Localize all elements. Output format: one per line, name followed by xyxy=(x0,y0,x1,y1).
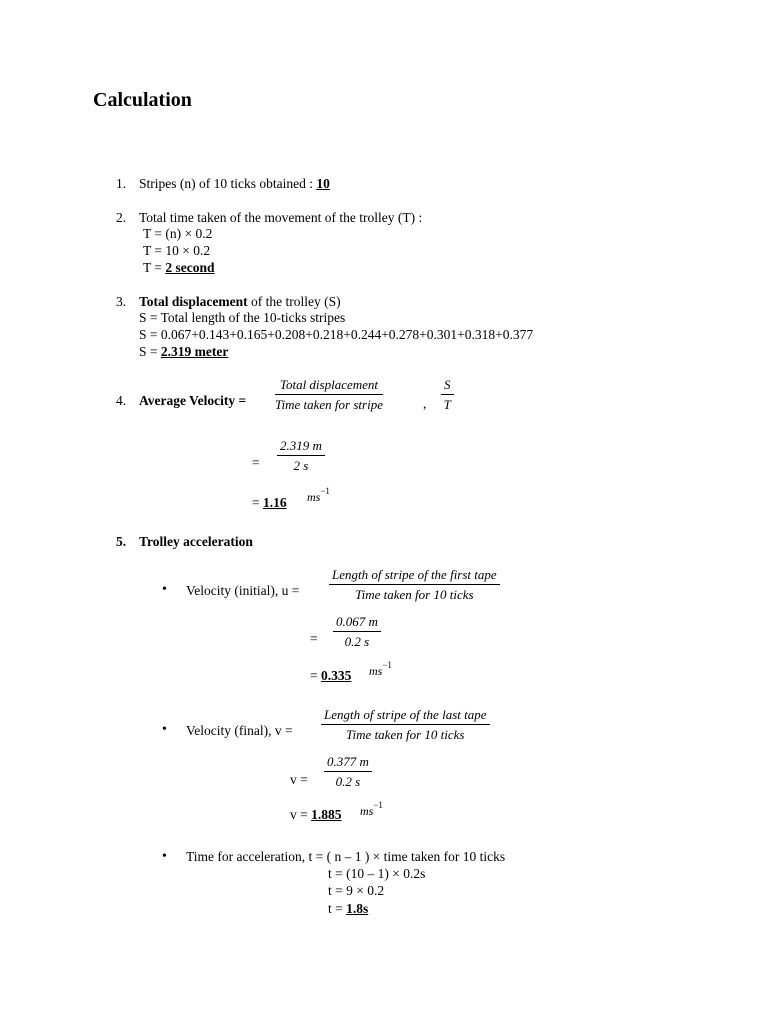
fraction-numerator: 0.067 m xyxy=(333,614,381,632)
v-equals-1: v = xyxy=(290,772,308,787)
t-line-3 xyxy=(328,901,368,917)
v-unit xyxy=(360,800,383,818)
item-3-text: of the trolley (S) xyxy=(247,294,341,309)
unit-exponent: −1 xyxy=(382,660,392,670)
item-2-number: 2. xyxy=(116,210,127,225)
item-1-value: 10 xyxy=(316,176,330,191)
unit-base: ms xyxy=(307,490,321,504)
v-fraction-1 xyxy=(321,707,490,742)
item-3-heading xyxy=(139,294,341,310)
item-4-fraction-1 xyxy=(275,377,383,412)
fraction-denominator: Time taken for 10 ticks xyxy=(355,587,474,602)
unit-exponent: −1 xyxy=(373,800,383,810)
u-equals-1: = xyxy=(310,631,318,646)
item-4-unit xyxy=(307,486,330,504)
item-2-line-3 xyxy=(143,260,215,276)
unit-exponent: −1 xyxy=(320,486,330,496)
item-1-number: 1. xyxy=(116,176,127,191)
item-4-number: 4. xyxy=(116,393,127,408)
item-4-fraction-3 xyxy=(277,438,325,473)
t-line-2: t = 9 × 0.2 xyxy=(328,883,385,898)
u-fraction-1 xyxy=(329,567,500,602)
fraction-numerator: Total displacement xyxy=(275,377,383,395)
u-fraction-2 xyxy=(333,614,381,649)
t-label: Time for acceleration, t = ( n – 1 ) × time taken for 10 ticks xyxy=(186,849,506,864)
bullet-icon: • xyxy=(162,722,167,737)
item-4-equals-2: = xyxy=(252,495,263,510)
t-result: 1.8s xyxy=(346,901,369,916)
fraction-numerator: Length of stripe of the first tape xyxy=(329,567,500,585)
item-3-line-3-prefix: S = xyxy=(139,344,161,359)
item-3-result: 2.319 meter xyxy=(160,344,229,359)
fraction-numerator: 0.377 m xyxy=(324,754,372,772)
fraction-denominator: Time taken for 10 ticks xyxy=(346,727,465,742)
u-label: Velocity (initial), u = xyxy=(186,583,300,598)
bullet-icon: • xyxy=(162,849,167,864)
fraction-denominator: Time taken for stripe xyxy=(275,397,383,412)
item-1-text: Stripes (n) of 10 ticks obtained : xyxy=(139,176,317,191)
t-line-3-prefix: t = xyxy=(328,901,347,916)
v-result: 1.885 xyxy=(311,807,342,822)
u-result-line xyxy=(310,668,351,684)
v-fraction-2 xyxy=(324,754,372,789)
item-2-line-3-prefix: T = xyxy=(143,260,166,275)
item-1-line xyxy=(139,176,330,192)
item-3-bold: Total displacement xyxy=(139,294,248,309)
u-equals-2: = xyxy=(310,668,321,683)
page-title: Calculation xyxy=(93,89,192,111)
item-2-line-2: T = 10 × 0.2 xyxy=(143,243,211,258)
item-4-result-line xyxy=(252,495,287,511)
item-5-label: Trolley acceleration xyxy=(139,534,253,549)
item-3-line-2: S = 0.067+0.143+0.165+0.208+0.218+0.244+0.278+0.301+0.318+0.377 xyxy=(139,327,534,342)
item-4-equals-1: = xyxy=(252,455,260,470)
v-equals-2: v = xyxy=(290,807,312,822)
item-4-result: 1.16 xyxy=(263,495,287,510)
v-result-line xyxy=(290,807,342,823)
fraction-denominator: T xyxy=(443,397,451,412)
item-3-line-1: S = Total length of the 10-ticks stripes xyxy=(139,310,346,325)
item-4-fraction-2 xyxy=(441,377,454,412)
fraction-numerator: Length of stripe of the last tape xyxy=(321,707,490,725)
fraction-denominator: 0.2 s xyxy=(335,774,361,789)
u-unit xyxy=(369,660,392,678)
fraction-denominator: 2 s xyxy=(293,458,309,473)
fraction-denominator: 0.2 s xyxy=(344,634,370,649)
t-line-1: t = (10 – 1) × 0.2s xyxy=(328,866,426,881)
item-3-number: 3. xyxy=(116,294,127,309)
v-label: Velocity (final), v = xyxy=(186,723,293,738)
unit-base: ms xyxy=(360,804,374,818)
fraction-numerator: S xyxy=(441,377,454,395)
item-2-line-1: T = (n) × 0.2 xyxy=(143,226,213,241)
item-2-text: Total time taken of the movement of the trolley (T) : xyxy=(139,210,423,225)
bullet-icon: • xyxy=(162,582,167,597)
fraction-numerator: 2.319 m xyxy=(277,438,325,456)
unit-base: ms xyxy=(369,664,383,678)
u-result: 0.335 xyxy=(321,668,352,683)
item-4-comma: , xyxy=(423,396,427,411)
item-3-line-3 xyxy=(139,344,228,360)
item-5-number: 5. xyxy=(116,534,127,549)
item-2-result: 2 second xyxy=(165,260,215,275)
item-4-label: Average Velocity = xyxy=(139,393,247,408)
